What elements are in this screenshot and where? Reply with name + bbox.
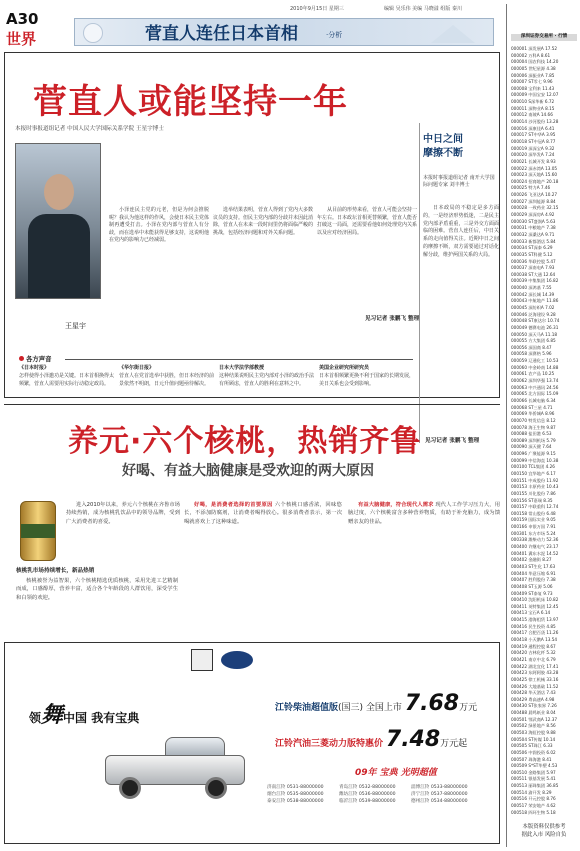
stock-row: 000159 国际实业 9.05 xyxy=(511,517,556,523)
stock-row: 000418 小天鹅A 13.54 xyxy=(511,637,558,643)
stock-row: 000504 ST传媒 10.14 xyxy=(511,736,556,742)
dealer-entry: 德州江铃 0534-88000000 xyxy=(411,798,468,804)
stock-row: 000023 深天地A 15.60 xyxy=(511,172,558,178)
voice-item xyxy=(219,365,315,388)
stock-row: 000018 ST中冠A 8.77 xyxy=(511,138,556,144)
price-line-2 xyxy=(275,723,467,756)
stock-row: 000423 东阿阿胶 43.28 xyxy=(511,670,559,676)
voice-source: 《日本时报》 xyxy=(19,365,50,371)
stock-row: 000151 中成股份 11.92 xyxy=(511,477,559,483)
article-column-1: 小泽连民主党的元老，但是为何会推脱呢？我认为他这样的作风，会使日本民主党体制再遭受打击。小泽在党内部与菅直人有分歧，而在选举中未能获得足够支持，这说明他在党内的影响力已经减弱。 xyxy=(109,207,210,243)
stock-row: 000068 ST三星 4.71 xyxy=(511,404,553,410)
sidebar-title-line2: 摩擦不断 xyxy=(423,148,463,159)
stock-row: 000050 深天马A 11.18 xyxy=(511,331,558,337)
disclaimer xyxy=(511,824,577,839)
voice-text: 菅直人在党首选举中获胜，但日本经济的前景依然不明朗，日元升值问题亟待解决。 xyxy=(119,372,215,387)
stock-row: 000430 ST张家界 7.26 xyxy=(511,703,557,709)
advertorial-paragraph-4 xyxy=(348,501,500,526)
slogan-big: 舞 xyxy=(41,702,64,728)
stock-row: 000031 中粮地产 7.38 xyxy=(511,225,556,231)
voices-label: 各方声音 xyxy=(26,355,52,363)
stock-row: 000516 开元控股 8.76 xyxy=(511,796,556,802)
stock-row: 000155 川化股份 7.86 xyxy=(511,490,556,496)
stock-row: 000059 辽通化工 10.53 xyxy=(511,358,559,364)
stock-row: 000012 南玻A 14.66 xyxy=(511,112,553,118)
promo-badge: 09年 宝典 光明超值 xyxy=(355,768,437,778)
stock-row: 000518 四环生物 5.18 xyxy=(511,809,556,815)
stock-row: 000032 深桑达A 9.71 xyxy=(511,231,555,237)
voices-heading xyxy=(19,355,52,365)
dealer-entry: 泰安江铃 0538-88000000 xyxy=(267,798,324,804)
stock-row: 000408 ST玉源 5.06 xyxy=(511,583,553,589)
stock-row: 000417 合肥百货 11.26 xyxy=(511,630,559,636)
dealer-entry: 临沂江铃 0539-88000000 xyxy=(339,798,396,804)
advertorial-highlight: 好喝，是消费者选择的首要原因 xyxy=(194,502,273,508)
stock-row: 000514 渝开发 8.29 xyxy=(511,789,552,795)
stock-row: 000048 ST康达尔 10.74 xyxy=(511,318,560,324)
stock-row: 000025 特力A 7.46 xyxy=(511,185,551,191)
bullet-icon xyxy=(19,356,24,361)
stock-row: 000060 中金岭南 14.88 xyxy=(511,364,559,370)
advertorial-paragraph-1: 进入2010年以来，养元六个核桃在齐鲁市场持续热销，成为核桃乳饮品中的领导品牌，受到广大消费者的喜爱。 xyxy=(66,502,180,525)
stock-row: 000019 深深宝A 9.32 xyxy=(511,145,555,151)
stock-row: 000043 中航地产 11.86 xyxy=(511,298,559,304)
stock-row: 000049 德赛电池 26.31 xyxy=(511,324,559,330)
stock-row: 000157 中联重科 12.74 xyxy=(511,504,559,510)
portrait-body xyxy=(28,214,90,298)
article-column-2: 选举结果表明，菅直人得到了党内大多数议员的支持。但民主党内部的分歧并未因此消除，菅直人在未来一段时间里仍将面临严峻的挑战，包括经济问题和对外关系问题。 xyxy=(213,207,314,236)
stock-row: 000011 深物业A 8.15 xyxy=(511,105,555,111)
page-header xyxy=(4,4,500,50)
sidebar-byline: 本报时事报道组记者 南开大学国际问题专家 刘丰博士 xyxy=(423,175,495,188)
stock-row: 000022 深赤湾A 13.05 xyxy=(511,165,558,171)
stock-row: 000506 中润投资 6.02 xyxy=(511,749,556,755)
section-number: A30 xyxy=(6,10,39,28)
voice-item xyxy=(19,365,115,388)
stock-row: 000421 南京中北 6.79 xyxy=(511,656,556,662)
advertorial-text: 现代人工作学习压力大，用脑过度，六个核桃富含多种营养物质，有助于补充脑力，成为馈赠亲友的佳品。 xyxy=(348,502,500,525)
stock-row: 000090 深天健 7.64 xyxy=(511,444,552,450)
stock-row: 000001 深发展A 17.52 xyxy=(511,46,558,51)
banner-tag: ·分析 xyxy=(326,31,343,39)
stock-row: 000078 海王生物 9.87 xyxy=(511,424,556,430)
stock-row: 000407 胜利股份 7.38 xyxy=(511,577,556,583)
author-photo xyxy=(15,143,101,299)
stock-row: 000301 东方市场 5.24 xyxy=(511,530,556,536)
voice-source: 美国企业研究所研究员 xyxy=(319,365,370,371)
stock-row: 000035 ST科健 5.12 xyxy=(511,251,553,257)
stock-row: 000426 大地基础 11.52 xyxy=(511,683,559,689)
stock-row: 000027 深圳能源 8.84 xyxy=(511,198,556,204)
stock-row: 000058 深赛格 5.96 xyxy=(511,351,552,357)
dealer-entry: 潍坊江铃 0536-88000000 xyxy=(339,791,396,797)
banner-title: 菅直人连任日本首相 xyxy=(145,24,298,44)
jmc-logo-icon xyxy=(191,649,213,671)
article-column-3: 从目前的形势来看，菅直人可能会坚持一年左右。日本政坛首相更替频繁，菅直人能否打破这一局面，还需要看他如何处理党内关系以及应对经济困局。 xyxy=(317,207,418,236)
advertorial-caption: 核桃乳市场持续增长，新品热销 xyxy=(16,568,95,574)
stock-row: 000513 丽珠集团 36.85 xyxy=(511,783,559,789)
listing-header: 深圳证券交易所 · 行情 xyxy=(511,34,577,41)
stock-row: 000153 丰原药业 10.43 xyxy=(511,484,559,490)
stock-row: 000069 华侨城A 8.96 xyxy=(511,411,555,417)
price2-unit: 万元起 xyxy=(440,739,468,749)
stock-row: 000156 ST嘉瑞 8.35 xyxy=(511,497,553,503)
stock-row: 000065 北方国际 15.09 xyxy=(511,391,559,397)
stock-row: 000066 长城电脑 6.34 xyxy=(511,397,556,403)
disclaimer-line2: 据此入市 风险自负 xyxy=(521,831,567,838)
stock-row: 000028 一致药业 32.15 xyxy=(511,205,559,211)
price1-value: 7.68 xyxy=(404,691,460,716)
stock-row: 000150 宜华地产 6.17 xyxy=(511,471,556,476)
stock-row: 000061 农产品 10.25 xyxy=(511,371,555,377)
stock-row: 000004 国农科技 14.20 xyxy=(511,59,559,65)
stock-row: 000419 通程控股 8.67 xyxy=(511,643,556,649)
stock-row: 000017 ST中华A 3.95 xyxy=(511,132,556,138)
advertorial-paragraph-2: 核桃被誉为益智果，六个核桃精选优质核桃，采用先进工艺精制而成，口感醇厚，营养丰富，适合各个年龄段的人群饮用，深受学生和白领的欢迎。 xyxy=(16,578,178,601)
dealer-list xyxy=(267,785,495,806)
stock-row: 000503 海虹控股 9.88 xyxy=(511,729,556,735)
stock-row: 000511 银基发展 5.41 xyxy=(511,776,556,782)
wheel-icon xyxy=(205,777,227,799)
dealer-entry: 青岛江铃 0532-88000000 xyxy=(339,785,396,790)
stock-row: 000428 华天酒店 7.43 xyxy=(511,690,556,696)
stock-row: 000413 宝石A 6.14 xyxy=(511,610,551,616)
stock-row: 000096 广聚能源 9.15 xyxy=(511,451,556,457)
price1-unit: 万元 xyxy=(459,703,478,713)
dealer-entry: 淄博江铃 0533-88000000 xyxy=(411,785,468,790)
price2-value: 7.48 xyxy=(385,727,441,752)
disclaimer-line1: 本版资料仅供参考 xyxy=(522,824,566,830)
stock-row: 000425 徐工机械 33.16 xyxy=(511,676,559,682)
stock-row: 000033 新都酒店 5.84 xyxy=(511,238,556,244)
price1-label: 江铃柴油超值版 xyxy=(275,703,339,713)
stock-row: 000158 常山股份 6.48 xyxy=(511,510,556,516)
advertorial xyxy=(4,404,500,632)
stock-row: 000429 粤高速A 4.98 xyxy=(511,696,555,702)
stock-row: 000402 金融街 8.27 xyxy=(511,557,552,563)
stock-row: 000021 长城开发 8.93 xyxy=(511,158,556,164)
sidebar-signature: 见习记者 张鹏飞 整理 xyxy=(425,438,480,444)
stock-row: 000488 晨鸣纸业 8.04 xyxy=(511,710,556,716)
sidebar-title-line1: 中日之间 xyxy=(423,134,463,145)
stock-row: 000099 中信海直 10.38 xyxy=(511,457,559,463)
stock-list xyxy=(511,46,577,816)
stock-row: 000056 深国商 8.47 xyxy=(511,344,552,350)
stock-row: 000039 中集集团 16.82 xyxy=(511,278,559,284)
sidebar-title xyxy=(423,133,463,161)
stock-row: 000410 沈阳机床 10.82 xyxy=(511,597,559,603)
stock-listing-column xyxy=(506,4,578,847)
sun-icon xyxy=(83,23,103,43)
stock-row: 000411 英特集团 12.45 xyxy=(511,603,559,609)
photo-caption: 王星宇 xyxy=(65,322,86,330)
stock-row: 000006 深振业A 7.85 xyxy=(511,72,555,78)
can-label xyxy=(21,524,55,538)
stock-row: 000016 深康佳A 6.41 xyxy=(511,125,555,131)
stock-row: 000416 民生投资 4.85 xyxy=(511,623,556,629)
wheel-icon xyxy=(119,777,141,799)
stock-row: 000024 招商地产 20.18 xyxy=(511,178,559,184)
voice-text: 怎样使得小泽邀功是关键。日本首相换得太频繁，菅直人需要用实际行动稳定政局。 xyxy=(19,372,115,387)
stock-row: 000020 深华发A 7.24 xyxy=(511,152,555,158)
stock-row: 000166 申银万国 7.91 xyxy=(511,524,556,530)
stock-row: 000040 深鸿基 7.55 xyxy=(511,285,552,291)
mountain-icon xyxy=(431,25,475,43)
issue-date: 2010年9月15日 星期三 xyxy=(290,6,344,12)
stock-row: 000055 方大集团 6.85 xyxy=(511,338,556,344)
stock-row: 000100 TCL集团 4.26 xyxy=(511,464,555,470)
price1-note: (国三) 全国上市 xyxy=(338,703,402,713)
voice-text: 这种结果说明民主党内部对小泽的政治手法有所顾虑，菅直人的胜利在意料之中。 xyxy=(219,372,315,387)
dealer-entry: 济南江铃 0531-88000000 xyxy=(267,785,324,790)
advertorial-subtitle: 好喝、有益大脑健康是受欢迎的两大原因 xyxy=(122,463,374,479)
stock-row: 000045 深纺织A 7.02 xyxy=(511,304,555,310)
dealer-entry: 烟台江铃 0535-88000000 xyxy=(267,791,324,797)
portrait-head xyxy=(44,174,74,210)
ford-logo-icon xyxy=(221,651,253,669)
stock-row: 000036 华联控股 5.47 xyxy=(511,258,556,264)
voices-rule xyxy=(65,359,413,360)
stock-row: 000029 深深房A 4.92 xyxy=(511,212,555,218)
stock-row: 000403 ST生化 17.63 xyxy=(511,563,556,569)
pickup-truck-image xyxy=(105,737,245,801)
car-advertisement xyxy=(4,642,500,844)
slogan-post: 中国 我有宝典 xyxy=(63,711,140,725)
stock-row: 000046 泛海建设 9.28 xyxy=(511,311,556,317)
stock-row: 000401 冀东水泥 14.52 xyxy=(511,550,559,556)
stock-row: 000034 ST深泰 6.29 xyxy=(511,245,553,251)
advertorial-paragraph-3 xyxy=(184,501,342,526)
car-slogan xyxy=(29,699,139,732)
stock-row: 000038 ST大通 12.64 xyxy=(511,271,556,277)
stock-row: 000009 中国宝安 12.07 xyxy=(511,92,559,98)
product-can-image xyxy=(20,501,56,561)
stock-row: 000070 特发信息 8.12 xyxy=(511,417,556,423)
advertorial-text: 六个核桃口感香浓，回味悠长，不添加防腐剂，让消费者喝得放心。很多消费者表示，第一次喝就喜欢上了这种味道。 xyxy=(184,502,342,525)
article-headline: 菅直人或能坚持一年 xyxy=(33,82,348,122)
voice-item xyxy=(119,365,215,388)
stock-row: 000420 吉林化纤 5.32 xyxy=(511,650,556,656)
topic-banner xyxy=(74,18,494,46)
stock-row: 000517 荣安地产 4.62 xyxy=(511,803,556,809)
stock-row: 000505 ST珠江 6.33 xyxy=(511,743,553,749)
article-signature: 见习记者 张鹏飞 整理 xyxy=(365,316,420,322)
stock-row: 000014 沙河股份 13.28 xyxy=(511,119,559,125)
column-divider xyxy=(419,123,420,443)
stock-row: 000007 ST零七 9.96 xyxy=(511,79,553,85)
price-line-1 xyxy=(275,687,477,720)
stock-row: 000008 宝利来 11.43 xyxy=(511,85,555,91)
price2-label: 江铃汽油三菱动力版特惠价 xyxy=(275,739,384,749)
stock-row: 000062 深圳华强 13.74 xyxy=(511,378,559,384)
article-byline: 本报时事报道组记者 中国人民大学国际关系学院 王星宇博士 xyxy=(15,126,164,132)
stock-row: 000501 鄂武商A 12.37 xyxy=(511,716,558,722)
section-name: 世界 xyxy=(6,30,37,48)
stock-row: 000030 ST盛润A 5.63 xyxy=(511,218,556,224)
stock-row: 000415 渤海租赁 13.97 xyxy=(511,617,559,623)
sidebar-body: 日本政局的不稳定是多方面的，一是经济形势低迷，二是民主党内部矛盾重重，三是外交方面面临的困难。菅直人连任后，中日关系的走向值得关注。近期中日之间的摩擦不断，双方需要通过对话化解分歧，维护两国关系的大局。 xyxy=(423,205,499,258)
advertorial-highlight: 有益大脑健康，符合现代人需求 xyxy=(358,502,434,508)
stock-row: 000026 飞亚达A 10.27 xyxy=(511,192,558,198)
stock-row: 000088 盐田港 6.53 xyxy=(511,431,552,437)
stock-row: 000507 珠海港 8.41 xyxy=(511,756,552,762)
voice-text: 日本首相频繁更换不利于国家的长期发展，美日关系也会受到影响。 xyxy=(319,372,415,387)
stock-row: 000509 S*ST华塑 4.53 xyxy=(511,763,558,769)
stock-row: 000042 深长城 14.39 xyxy=(511,291,555,297)
stock-row: 000510 金路集团 5.97 xyxy=(511,769,556,775)
stock-row: 000037 深南电A 7.93 xyxy=(511,265,555,271)
voice-source: 日本大学法学部教授 xyxy=(219,365,265,371)
slogan-pre: 领 xyxy=(29,711,42,725)
stock-row: 000338 潍柴动力 52.36 xyxy=(511,537,559,543)
stock-row: 000404 华意压缩 6.91 xyxy=(511,570,556,576)
stock-row: 000005 世纪星源 4.38 xyxy=(511,65,556,71)
dealer-entry: 济宁江铃 0537-88000000 xyxy=(411,791,468,797)
stock-row: 000010 S深华新 6.72 xyxy=(511,99,555,105)
advertorial-title: 养元·六个核桃，热销齐鲁 xyxy=(68,424,422,459)
stock-row: 000409 ST泰复 9.73 xyxy=(511,590,553,596)
stock-row: 000089 深圳机场 5.79 xyxy=(511,437,556,443)
stock-row: 000002 万科A 8.61 xyxy=(511,52,551,58)
stock-row: 000502 绿景地产 8.56 xyxy=(511,723,556,729)
editor-credits: 编辑 吴乐伟 美编 马晓溢 组版 秦川 xyxy=(384,6,462,12)
stock-row: 000422 湖北宜化 17.41 xyxy=(511,663,559,669)
voice-item xyxy=(319,365,415,388)
stock-row: 000063 中兴通讯 24.56 xyxy=(511,384,559,390)
voice-source: 《华尔街日报》 xyxy=(119,365,155,371)
stock-row: 000400 许继电气 23.17 xyxy=(511,544,559,550)
